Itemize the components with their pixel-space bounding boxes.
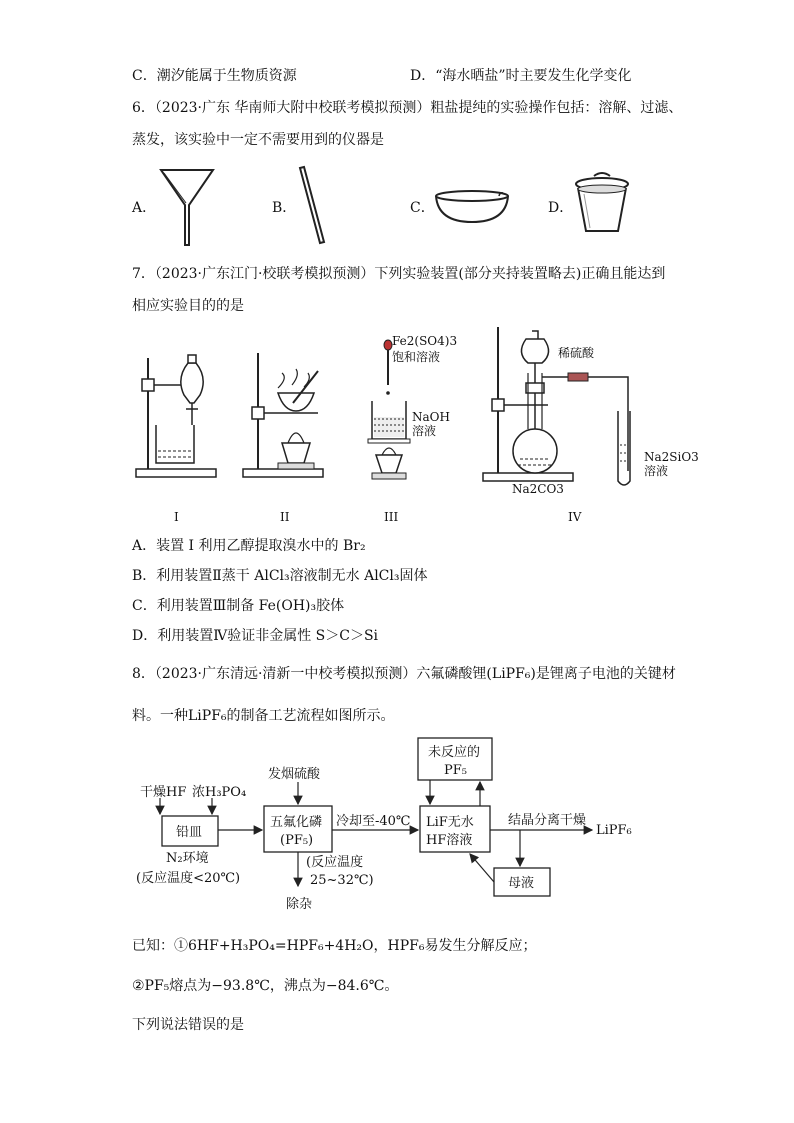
na2sio3-label-2: 溶液 — [644, 464, 669, 478]
oleum-label: 发烟硫酸 — [268, 767, 321, 782]
apparatus-ii — [243, 353, 323, 477]
temp-25-32-label-2: 25~32℃) — [310, 873, 374, 888]
q5-option-d: D．“海水晒盐”时主要发生化学变化 — [410, 68, 632, 84]
n2-env-label: N₂环境 — [166, 851, 209, 866]
cool-label: 冷却至-40℃ — [336, 814, 411, 829]
q7-apparatus-figure — [128, 323, 708, 528]
na2co3-label: Na2CO3 — [512, 482, 564, 496]
lif-box-label-1: LiF无水 — [426, 815, 474, 830]
q7-option-a: A．装置 I 利用乙醇提取溴水中的 Br₂ — [132, 538, 366, 554]
q6-option-b-label: B． — [272, 200, 297, 216]
q7-option-c: C．利用装置Ⅲ制备 Fe(OH)₃胶体 — [132, 598, 345, 614]
q7-option-d: D．利用装置Ⅳ验证非金属性 S＞C＞Si — [132, 628, 379, 644]
remove-impurity-label: 除杂 — [286, 897, 313, 912]
q6-stem-line1: 6．（2023·广东 华南师大附中校联考模拟预测）粗盐提纯的实验操作包括：溶解、过滤、 — [132, 100, 683, 116]
temp-lt20-label: (反应温度<20℃) — [136, 871, 241, 886]
q8-known-1: 已知：①6HF+H₃PO₄=HPF₆+4H₂O，HPF₆易发生分解反应； — [132, 938, 537, 954]
unreacted-label-1: 未反应的 — [428, 745, 481, 760]
conc-h3po4-label: 浓H₃PO₄ — [192, 785, 247, 800]
funnel-icon — [158, 165, 218, 250]
naoh-label: NaOH — [412, 410, 450, 424]
apparatus-iv — [483, 327, 630, 485]
apparatus-label-i: I — [174, 510, 179, 524]
pf5-box-label-2: (PF₅) — [280, 833, 314, 848]
q7-stem-line1: 7．（2023·广东江门·校联考模拟预测）下列实验装置(部分夹持装置略去)正确且能达到 — [132, 266, 666, 282]
q8-question: 下列说法错误的是 — [132, 1017, 244, 1033]
lif-box-label-2: HF溶液 — [426, 833, 473, 848]
dilute-acid-label: 稀硫酸 — [558, 346, 595, 360]
apparatus-label-iv: IV — [568, 510, 582, 524]
na2sio3-label: Na2SiO3 — [644, 450, 699, 464]
apparatus-i — [136, 355, 216, 477]
apparatus-label-ii: II — [280, 510, 290, 524]
lead-dish-label: 铅皿 — [176, 825, 203, 840]
apparatus-label-iii: III — [384, 510, 399, 524]
q6-option-d-label: D． — [548, 200, 574, 216]
dry-hf-label: 干燥HF — [140, 785, 187, 800]
fe-reagent-label: Fe2(SO4)3 — [392, 334, 458, 348]
product-label: LiPF₆ — [596, 823, 632, 838]
naoh-label-2: 溶液 — [412, 424, 437, 438]
evaporating-dish-icon — [432, 188, 512, 228]
q8-stem-line2: 料。一种LiPF₆的制备工艺流程如图所示。 — [132, 708, 395, 724]
temp-25-32-label-1: (反应温度 — [306, 855, 364, 870]
q7-option-b: B．利用装置Ⅱ蒸干 AlCl₃溶液制无水 AlCl₃固体 — [132, 568, 428, 584]
q8-process-flow-diagram — [130, 730, 670, 925]
q6-option-c-label: C． — [410, 200, 435, 216]
q6-stem-line2: 蒸发，该实验中一定不需要用到的仪器是 — [132, 132, 384, 148]
crystallize-label: 结晶分离干燥 — [508, 813, 587, 828]
q7-stem-line2: 相应实验目的的是 — [132, 298, 244, 314]
q8-stem-line1: 8．（2023·广东清远·清新一中校考模拟预测）六氟磷酸锂(LiPF₆)是锂离子电池的关键材 — [132, 666, 676, 682]
q8-known-2: ②PF₅熔点为−93.8℃，沸点为−84.6℃。 — [132, 978, 399, 994]
q5-option-c: C．潮汐能属于生物质资源 — [132, 68, 297, 84]
unreacted-label-2: PF₅ — [444, 763, 467, 778]
fe-reagent-label-2: 饱和溶液 — [392, 350, 441, 364]
q6-option-a-label: A． — [132, 200, 157, 216]
mother-liquor-label: 母液 — [508, 876, 535, 891]
pf5-box-label-1: 五氟化磷 — [270, 815, 323, 830]
crucible-icon — [570, 168, 634, 238]
glass-rod-icon — [292, 164, 332, 249]
